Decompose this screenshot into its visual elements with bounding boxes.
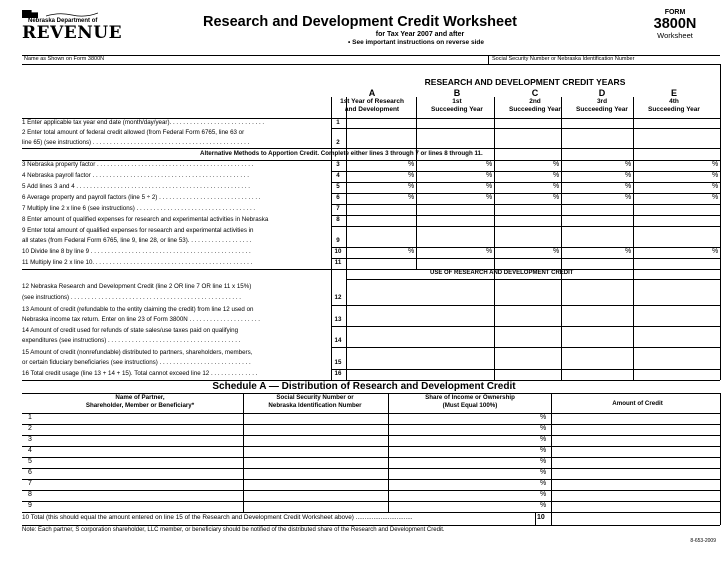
schedule-total-label: 10 Total (this should equal the amount entered on line 15 of the Research and Development Credit Worksheet above) ................................ (22, 514, 413, 521)
line-15-label-cont: or certain fiduciary beneficiaries (see instructions) . . . . . . . . . . . . . . . . . . . . . . . . . . . (22, 359, 251, 366)
grid-line (535, 512, 536, 525)
column-sub: Succeeding Year (509, 105, 561, 113)
line-14-label-cont: expenditures (see instructions) . . . . . . . . . . . . . . . . . . . . . . . . . . . . . . . . . . . . . . . (22, 337, 241, 344)
line-12-label: 12 Nebraska Research and Development Credit (line 2 OR line 7 OR line 11 x 15%) (22, 283, 252, 290)
schedule-row-number: 5 (28, 458, 32, 465)
percent-sign: % (540, 469, 547, 476)
column-sub: 2nd (529, 98, 541, 105)
column-b-header (418, 88, 496, 113)
grid-line (22, 269, 720, 270)
form-title: Research and Development Credit Worksheet (203, 14, 517, 30)
line-number: 1 (336, 119, 340, 126)
grid-line (331, 347, 720, 348)
grid-line (22, 457, 720, 458)
percent-sign: % (540, 425, 547, 432)
percent-sign: % (712, 172, 719, 179)
schedule-col-ssn (245, 394, 385, 410)
grid-line (720, 64, 721, 380)
form-code: 8-653-2009 (690, 538, 716, 544)
line-number: 9 (336, 237, 340, 244)
column-letter: C (531, 88, 539, 98)
line-number: 14 (334, 337, 342, 344)
header-text: Amount of Credit (612, 400, 663, 407)
line-number: 4 (336, 172, 340, 179)
line-number: 10 (334, 248, 342, 255)
header-text: Share of Income or Ownership (425, 394, 515, 401)
grid-line (331, 128, 720, 129)
grid-line (331, 247, 720, 248)
percent-sign: % (540, 491, 547, 498)
column-sub: Succeeding Year (648, 105, 700, 113)
line-number: 12 (334, 294, 342, 301)
column-sub: Succeeding Year (576, 105, 628, 113)
grid-line (22, 479, 720, 480)
grid-line (561, 97, 562, 380)
tax-year-text: for Tax Year 2007 and after (375, 31, 465, 38)
form-label: FORM (664, 9, 686, 16)
percent-sign: % (625, 161, 632, 168)
schedule-row-number: 1 (28, 414, 32, 421)
grid-line (22, 490, 720, 491)
line-number: 3 (336, 161, 340, 168)
credit-years-title: RESEARCH AND DEVELOPMENT CREDIT YEARS (424, 77, 626, 87)
title-block (150, 14, 570, 47)
grid-line (331, 226, 720, 227)
percent-sign: % (408, 183, 415, 190)
grid-line (22, 512, 720, 513)
grid-line (331, 204, 720, 205)
percent-sign: % (625, 172, 632, 179)
alternative-methods-note: Alternative Methods to Apportion Credit. Complete either lines 3 through 7 or lines 8 through 11. (200, 150, 483, 157)
line-15-label: 15 Amount of credit (nonrefundable) distributed to partners, shareholders, members, (22, 349, 253, 356)
line-number: 5 (336, 183, 340, 190)
grid-line (331, 369, 720, 370)
percent-sign: % (553, 194, 560, 201)
name-label: Name as Shown on Form 3800N (24, 56, 105, 62)
percent-sign: % (553, 183, 560, 190)
schedule-col-amount (555, 400, 720, 408)
line-2-label: 2 Enter total amount of federal credit allowed (from Federal Form 6765, line 63 or (22, 129, 245, 136)
grid-line (346, 279, 720, 280)
schedule-row-number: 3 (28, 436, 32, 443)
line-12-label-cont: (see instructions) . . . . . . . . . . . . . . . . . . . . . . . . . . . . . . . . . . . . . . . . . . . . . . . . . . (22, 294, 242, 301)
line-13-label-cont: Nebraska income tax return. Enter on line 23 of Form 3800N . . . . . . . . . . . . . . . . . . . . . (22, 316, 260, 323)
grid-line (22, 148, 720, 149)
line-11-label: 11 Multiply line 2 x line 10. . . . . . . . . . . . . . . . . . . . . . . . . . . . . . . . . . . . . . . . . . . . . . . (22, 259, 253, 266)
schedule-row-number: 7 (28, 480, 32, 487)
percent-sign: % (712, 194, 719, 201)
grid-line (633, 97, 634, 380)
form-number-box (630, 8, 720, 40)
line-5-label: 5 Add lines 3 and 4 . . . . . . . . . . . . . . . . . . . . . . . . . . . . . . . . . . . . . . . . . . . . . . . . . . . (22, 183, 250, 190)
column-letter: D (598, 88, 606, 98)
grid-line (22, 468, 720, 469)
grid-line (388, 393, 389, 512)
line-number: 2 (336, 139, 340, 146)
percent-sign: % (486, 194, 493, 201)
line-number: 15 (334, 359, 342, 366)
line-number: 11 (334, 259, 342, 266)
grid-line (346, 97, 347, 380)
line-9-label-cont: all states (from Federal Form 6765, line 9, line 28, or line 53). . . . . . . . . . . . . . . . . . . (22, 237, 252, 244)
grid-line (331, 258, 720, 259)
percent-sign: % (408, 161, 415, 168)
line-14-label: 14 Amount of credit used for refunds of state sales/use taxes paid on qualifying (22, 327, 239, 334)
line-number: 13 (334, 316, 342, 323)
percent-sign: % (408, 172, 415, 179)
column-letter: E (670, 88, 677, 98)
header-text: Social Security Number or (276, 394, 354, 401)
schedule-row-number: 2 (28, 425, 32, 432)
grid-line (331, 182, 720, 183)
line-2-label-cont: line 65) (see instructions) . . . . . . . . . . . . . . . . . . . . . . . . . . . . . . . . . . . . . . . . . . . . . . (22, 139, 250, 146)
schedule-total-number: 10 (537, 514, 545, 521)
header-text: Name of Partner, (115, 394, 165, 401)
line-3-label: 3 Nebraska property factor . . . . . . . . . . . . . . . . . . . . . . . . . . . . . . . . . . . . . . . . . . . . . . (22, 161, 254, 168)
schedule-row-number: 8 (28, 491, 32, 498)
footnote: Note: Each partner, S corporation shareholder, LLC member, or beneficiary should be notified of the distributed share of the Research and Development Credit. (22, 527, 445, 533)
agency-top-text: Nebraska Department of (28, 18, 98, 24)
column-sub: 1st Year of Research (340, 98, 404, 105)
percent-sign: % (408, 194, 415, 201)
schedule-row-number: 9 (28, 502, 32, 509)
schedule-col-share (390, 394, 550, 410)
line-10-label: 10 Divide line 8 by line 9 . . . . . . . . . . . . . . . . . . . . . . . . . . . . . . . . . . . . . . . . . . . . . . . (22, 248, 251, 255)
schedule-row-number: 6 (28, 469, 32, 476)
form-number: 3800N (653, 16, 697, 32)
grid-line (331, 171, 720, 172)
percent-sign: % (540, 502, 547, 509)
percent-sign: % (712, 183, 719, 190)
line-8-label: 8 Enter amount of qualified expenses for research and experimental activities in Nebraska (22, 216, 269, 223)
agency-main-text: REVENUE (22, 23, 123, 43)
column-sub: 3rd (596, 98, 608, 105)
line-number: 8 (336, 216, 340, 223)
line-number: 6 (336, 194, 340, 201)
percent-sign: % (486, 248, 493, 255)
column-d-header (563, 88, 641, 113)
percent-sign: % (712, 161, 719, 168)
use-of-credit-title: USE OF RESEARCH AND DEVELOPMENT CREDIT (430, 270, 574, 276)
percent-sign: % (486, 183, 493, 190)
percent-sign: % (553, 248, 560, 255)
line-9-label: 9 Enter total amount of qualified expenses for research and experimental activities in (22, 227, 254, 234)
grid-line (22, 424, 720, 425)
percent-sign: % (553, 161, 560, 168)
ssn-label: Social Security Number or Nebraska Identification Number (492, 56, 635, 62)
grid-line (22, 446, 720, 447)
percent-sign: % (486, 161, 493, 168)
grid-line (243, 393, 244, 512)
grid-line (22, 413, 720, 414)
line-4-label: 4 Nebraska payroll factor . . . . . . . . . . . . . . . . . . . . . . . . . . . . . . . . . . . . . . . . . . . . . . (22, 172, 249, 179)
line-number: 7 (336, 205, 340, 212)
percent-sign: % (625, 194, 632, 201)
column-sub: 1st (452, 98, 462, 105)
grid-line (331, 215, 720, 216)
percent-sign: % (625, 248, 632, 255)
header-text: (Must Equal 100%) (442, 402, 498, 409)
percent-sign: % (712, 248, 719, 255)
revenue-logo (22, 12, 123, 52)
grid-line (416, 97, 417, 269)
schedule-col-name (40, 394, 240, 410)
column-letter: A (368, 88, 376, 98)
percent-sign: % (540, 480, 547, 487)
column-a-header (333, 88, 411, 113)
percent-sign: % (540, 447, 547, 454)
column-sub: Succeeding Year (431, 105, 483, 113)
form-type: Worksheet (657, 31, 693, 40)
grid-line (22, 501, 720, 502)
schedule-row-number: 4 (28, 447, 32, 454)
percent-sign: % (486, 172, 493, 179)
line-7-label: 7 Multiply line 2 x line 6 (see instructions) . . . . . . . . . . . . . . . . . . . . . . . . . . . . . . . . . . . (22, 205, 256, 212)
percent-sign: % (408, 248, 415, 255)
line-13-label: 13 Amount of credit (refundable to the entity claiming the credit) from line 12 used on (22, 306, 254, 313)
grid-line (720, 393, 721, 525)
grid-line (331, 193, 720, 194)
percent-sign: % (540, 436, 547, 443)
column-e-header (635, 88, 713, 113)
column-sub: 4th (669, 98, 679, 105)
schedule-a-title: Schedule A — Distribution of Research and Development Credit (212, 381, 516, 392)
grid-line (22, 435, 720, 436)
line-6-label: 6 Average property and payroll factors (line 5 ÷ 2) . . . . . . . . . . . . . . . . . . . . . . . . . . . . . . (22, 194, 261, 201)
header-text: Shareholder, Member or Beneficiary* (85, 402, 195, 409)
column-letter: B (453, 88, 461, 98)
instructions-note: • See important instructions on reverse side (348, 39, 484, 46)
percent-sign: % (625, 183, 632, 190)
percent-sign: % (540, 414, 547, 421)
grid-line (494, 97, 495, 380)
line-number: 16 (334, 370, 342, 377)
grid-line (22, 525, 720, 526)
grid-line (331, 305, 720, 306)
header-text: Nebraska Identification Number (268, 402, 362, 409)
column-sub: and Development (344, 105, 400, 113)
name-field[interactable] (22, 64, 720, 65)
line-1-label: 1 Enter applicable tax year end date (month/day/year). . . . . . . . . . . . . . . . . . . . . . . . . . . . (22, 119, 265, 126)
percent-sign: % (553, 172, 560, 179)
grid-line (331, 326, 720, 327)
line-16-label: 16 Total credit usage (line 13 + 14 + 15). Total cannot exceed line 12 . . . . . . . . . . . . . . (22, 370, 258, 377)
percent-sign: % (540, 458, 547, 465)
logo-swoosh-icon (46, 12, 98, 18)
